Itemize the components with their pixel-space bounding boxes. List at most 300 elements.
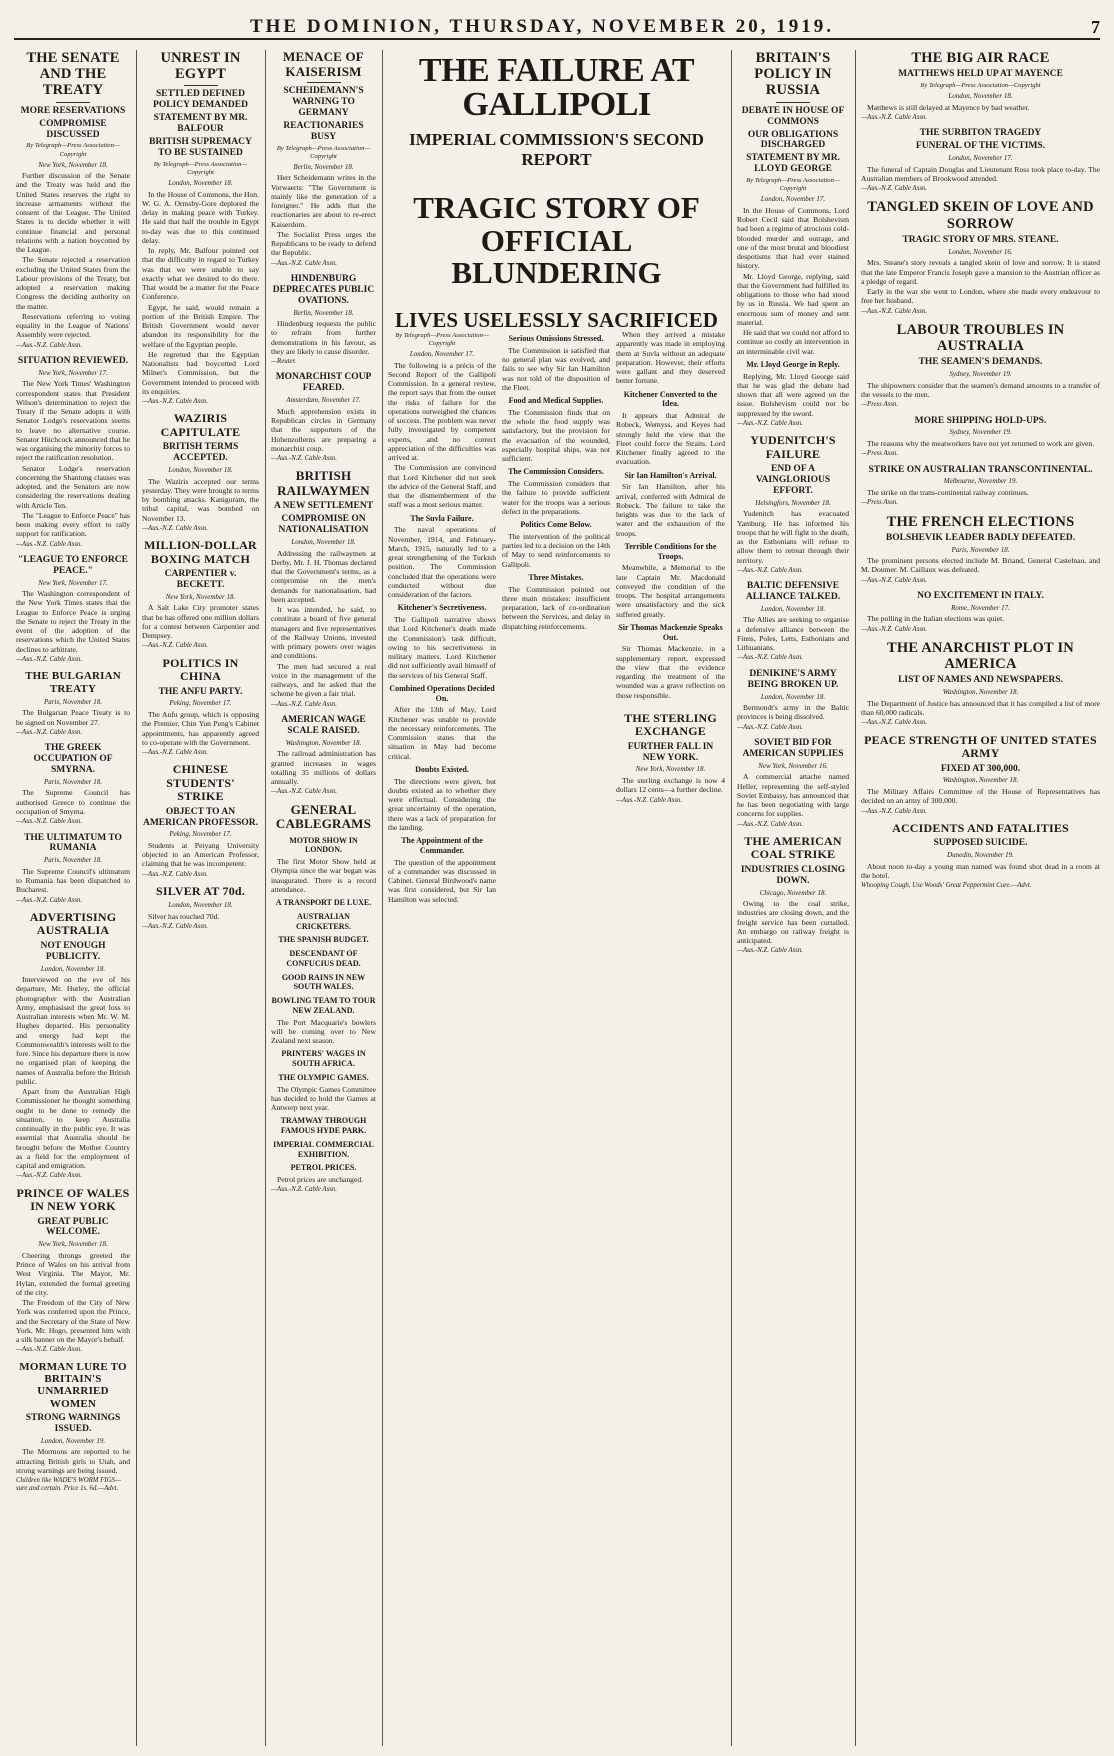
body-paragraph: The railroad administration has granted increases in wages totalling 35 millions of dollars annually. — [271, 749, 376, 787]
body-paragraph: He regretted that the Egyptian Nationalists had boycotted Lord Milner's Commission, but the Government intended to proceed with its enquiries. — [142, 349, 259, 396]
body-paragraph: Owing to the coal strike, industries are closing down, and the freight service has been curtailed. An embargo on railway freight is anticipated. — [737, 899, 849, 946]
body-paragraph: Much apprehension exists in Republican circles in Germany that the supporters of the Hohenzollerns are preparing a monarchist coup. — [271, 406, 376, 453]
source-credit: —Aus.-N.Z. Cable Assn. — [142, 398, 208, 406]
deck: SOVIET BID FOR AMERICAN SUPPLIES — [742, 737, 844, 759]
dateline: Washington, November 18. — [942, 688, 1019, 697]
article-sterling-exchange — [616, 712, 725, 805]
body-paragraph: The directions were given, but doubts existed as to whether they were effectual. Considering the great uncertainty of the operation, there was a lack of preparation for the landing. — [388, 776, 496, 832]
headline: THE STERLING EXCHANGE — [624, 710, 717, 739]
article-rumania — [16, 833, 130, 905]
dateline: Sydney, November 19. — [949, 370, 1012, 379]
source-credit: —Aus.-N.Z. Cable Assn. — [16, 728, 82, 736]
source-credit: —Aus.-N.Z. Cable Assn. — [861, 719, 927, 727]
headline: MILLION-DOLLAR BOXING MATCH — [144, 538, 257, 566]
headline: THE ANARCHIST PLOT IN AMERICA — [887, 639, 1074, 673]
subhead: IMPERIAL COMMERCIAL EXHIBITION. — [273, 1139, 374, 1159]
body-paragraph: After the 13th of May, Lord Kitchener was unable to provide the necessary reinforcements. The Commission states that the situation in May had become critical. — [388, 705, 496, 761]
body-paragraph: Sir Thomas Mackenzie, in a supplementary report, expressed the view that the evidence regarding the treatment of the wounded was a grave reflection on those responsible. — [616, 644, 725, 700]
deck: THE GREEK OCCUPATION OF SMYRNA. — [33, 743, 113, 776]
body-paragraph: The shipowners consider that the seamen's demand amounts to a transfer of the vessels to the men. — [861, 380, 1100, 400]
source-credit: —Aus.-N.Z. Cable Assn. — [16, 896, 82, 904]
source-credit: —Aus.-N.Z. Cable Assn. — [16, 540, 82, 548]
body-paragraph: A Salt Lake City promoter states that he has offered one million dollars for a contest between Carpentier and Dempsey. — [142, 603, 259, 641]
subhead: Kitchener's Secretiveness. — [397, 603, 487, 613]
body-paragraph: Hindenburg requests the public to refrain from further demonstrations in his favour, as they are likely to cause disorder. — [271, 319, 376, 356]
article-hindenburg — [271, 274, 376, 367]
source-credit: —Aus.-N.Z. Cable Assn. — [616, 796, 682, 804]
dateline: New York, November 16. — [758, 761, 828, 770]
body-paragraph: The polling in the Italian elections was quiet. — [867, 614, 1005, 624]
main-headline: THE FAILURE AT GALLIPOLI — [418, 52, 695, 123]
dateline: Berlin, November 18. — [293, 308, 354, 317]
article-coal-strike — [737, 835, 849, 956]
deck: STRIKE ON AUSTRALIAN TRANSCONTINENTAL. — [868, 464, 1093, 475]
body-paragraph: The first Motor Show held at Olympia since the war began was inaugurated. There is a record attendance. — [271, 857, 376, 894]
dateline: New York, November 18. — [165, 592, 236, 601]
deck: A NEW SETTLEMENT — [273, 501, 374, 512]
subhead: The Appointment of the Commander. — [401, 836, 483, 855]
subhead: GOOD RAINS IN NEW SOUTH WALES. — [281, 972, 366, 992]
subhead: Serious Omissions Stressed. — [508, 334, 604, 343]
body-paragraph: The intervention of the political parties led to a decision on the 14th of May to send reinforcements to Gallipoli. — [502, 531, 610, 569]
body-paragraph: The Waziris accepted our terms yesterday. They were brought to terms by bombing attacks. Kaniguram, the tribal capital, was bombed on November 13. — [142, 476, 259, 523]
dateline: Paris, November 18. — [44, 856, 102, 865]
column-7 — [737, 50, 849, 1746]
body-paragraph: The Commission finds that on the whole the food supply was satisfactory, but the provision for the evacuation of the wounded, especially hospital ships, was not sufficient. — [502, 407, 610, 463]
article-mormon-lure — [16, 1361, 130, 1494]
column-3 — [271, 50, 376, 1746]
body-paragraph: Senator Lodge's reservation concerning the Shantung clauses was adopted, and the Senators are now considering the reservations dealing with Article Ten. — [16, 463, 130, 510]
masthead — [14, 8, 1100, 40]
source-credit: —Aus.-N.Z. Cable Assn. — [271, 455, 337, 463]
article-smyrna — [16, 743, 130, 826]
body-paragraph: Students at Peiyang University objected to an American Professor, claiming that he was incompetent. — [142, 840, 259, 869]
article-anarchist-plot — [861, 640, 1100, 728]
source-credit: —Aus.-N.Z. Cable Assn. — [142, 524, 208, 532]
deck: HINDENBURG DEPRECATES PUBLIC OVATIONS. — [272, 273, 375, 306]
body-paragraph: In the House of Commons, the Hon. W. G. A. Ormsby-Gore deplored the delay in making peace with Turkey. He said that half the trouble in Egypt to-day was due to this continued delay. — [142, 189, 259, 245]
subhead: A TRANSPORT DE LUXE. — [275, 898, 372, 908]
dateline: London, November 18. — [168, 179, 233, 188]
source-credit: —Aus.-N.Z. Cable Assn. — [142, 923, 208, 931]
dateline: New York, November 18. — [635, 765, 706, 774]
deck: SUPPOSED SUICIDE. — [933, 838, 1028, 849]
body-paragraph: Interviewed on the eve of his departure, Mr. Hurley, the official photographer with the Australian Army, emphasised the great loss to Australian interests when Mr. W. M. Hughes departed. His personality and energy had kept the Commonwealth's interests well to the fore. Since his departure there is now no organised plan of keeping the names of Australia before the British public. — [16, 975, 130, 1086]
body-paragraph: The following is a précis of the Second Report of the Gallipoli Commission. In a general review, the report says that from the outset the risks of failure for the operations outweighed the chances of success. The problem was never fully investigated by competent experts, and no correct appreciation of the difficulties was arrived at. — [388, 360, 496, 463]
headline: THE BIG AIR RACE — [911, 50, 1050, 66]
body-paragraph: The naval operations of November, 1914, and February-March, 1915, naturally led to a great strengthening of the Turkish position. The Commission concluded that the operations were conducted without due consideration of the factors. — [388, 525, 496, 600]
column-8 — [861, 50, 1100, 1746]
advertisement: Whooping Cough, Use Woods' Great Peppermint Cure.—Advt. — [861, 882, 1032, 890]
article-general-cablegrams — [271, 803, 376, 1195]
subhead: AUSTRALIAN CRICKETERS. — [296, 911, 351, 931]
deck: MATTHEWS HELD UP AT MAYENCE — [898, 69, 1063, 80]
subhead: Mr. Lloyd George in Reply. — [746, 359, 840, 369]
article-baltic-alliance — [737, 581, 849, 663]
source-credit: —Press Assn. — [861, 499, 899, 507]
source-credit: —Aus.-N.Z. Cable Assn. — [271, 700, 337, 708]
article-accidents — [861, 822, 1100, 891]
deck: LIST OF NAMES AND NEWSPAPERS. — [898, 675, 1063, 686]
dateline: New York, November 18. — [38, 160, 108, 169]
source-credit: —Aus.-N.Z. Cable Assn. — [142, 642, 208, 650]
dateline: Washington, November 18. — [285, 738, 362, 747]
headline: POLITICS IN CHINA — [162, 655, 239, 684]
deck: SCHEIDEMANN'S WARNING TO GERMANY — [283, 86, 364, 118]
headline: SILVER AT 70d. — [156, 884, 245, 899]
deck: THE ANFU PARTY. — [158, 686, 243, 697]
source-credit: —Aus.-N.Z. Cable Assn. — [861, 576, 927, 584]
body-paragraph: The Mormons are reported to be attracting British girls to Utah, and strong warnings are being issued. — [16, 1447, 130, 1475]
source-credit: —Aus.-N.Z. Cable Assn. — [16, 1172, 82, 1180]
body-paragraph: The Olympic Games Committee has decided to hold the Games at Antwerp next year. — [271, 1084, 376, 1113]
headline-deck: IMPERIAL COMMISSION'S SECOND REPORT — [409, 130, 704, 170]
deck: END OF A VAINGLORIOUS EFFORT. — [755, 463, 831, 496]
dateline: London, November 18. — [168, 466, 233, 475]
spacer — [616, 50, 725, 330]
press-credit: By Telegraph—Press Association—Copyright — [920, 82, 1041, 90]
article-denikine — [737, 669, 849, 732]
article-monarchist-coup — [271, 372, 376, 463]
body-paragraph: It appears that Admiral de Robeck, Wemyss, and Keyes had strongly held the view that the Fleet could force the Straits. Lord Kitchener finally agreed to the evacuation. — [616, 411, 725, 467]
body-paragraph: Cheering throngs greeted the Prince of Wales on his arrival from West Virginia. The Mayor, Mr. Hylan, extended the formal greeting of the city. — [16, 1250, 130, 1297]
column-rule — [265, 50, 266, 1746]
body-paragraph: The Commission are convinced that Lord Kitchener did not seek the advice of the General Staff, and that the dismemberment of the staff was a most serious matter. — [388, 463, 496, 510]
gallipoli-column-a — [388, 330, 496, 1746]
headline: PRINCE OF WALES IN NEW YORK — [16, 1185, 130, 1214]
body-paragraph: The Allies are seeking to organise a defensive alliance between the Finns, Poles, Letts, Esthonians and Lithuanians. — [737, 615, 849, 653]
headline: UNREST IN EGYPT — [160, 50, 241, 83]
column-1 — [16, 50, 130, 1746]
body-paragraph: A commercial attache named Heller, representing the self-styled Soviet Embassy, has announced that he has been negotiating with large concerns for supplies. — [737, 772, 849, 819]
press-credit: By Telegraph—Press Association—Copyright — [276, 144, 371, 160]
column-rule — [731, 50, 732, 1746]
deck: FIXED AT 300,000. — [940, 763, 1021, 774]
short-rule — [776, 102, 810, 103]
deck: GREAT PUBLIC WELCOME. — [37, 1216, 109, 1238]
dateline: Rome, November 17. — [951, 603, 1010, 612]
headline-deck: TRAGIC STORY OF OFFICIAL BLUNDERING — [413, 190, 700, 291]
body-paragraph: The Supreme Council's ultimatum to Rumania has been dispatched to Bucharest. — [16, 866, 130, 895]
dateline: Paris, November 18. — [951, 545, 1010, 554]
dateline: Peking, November 17. — [169, 830, 232, 839]
body-paragraph: He said that we could not afford to continue so costly an intervention in an interminable civil war. — [737, 328, 849, 356]
body-paragraph: Bermondt's army in the Baltic provinces is being dissolved. — [737, 703, 849, 722]
source-credit: —Aus.-N.Z. Cable Assn. — [737, 419, 803, 427]
gallipoli-column-c — [616, 50, 725, 1746]
dateline: Amsterdam, November 17. — [286, 396, 361, 405]
deck: MORE SHIPPING HOLD-UPS. — [914, 415, 1047, 426]
dateline: Chicago, November 18. — [759, 888, 827, 897]
deck: THE SURBITON TRAGEDY — [919, 128, 1042, 139]
body-paragraph: The New York Times' Washington correspondent states that President Wilson's determination to reject the Treaty if the Senate adopts it with Senator Lodge's reservations seems to leave no alternative course. Senator Hitchcock announced that he was organising the minority forces to reject the ratification resolution. — [16, 379, 130, 463]
body-paragraph: The Commission considers that the failure to provide sufficient water for the troops was a serious defect in the preparations. — [502, 479, 610, 516]
subhead: PRINTERS' WAGES IN SOUTH AFRICA. — [281, 1049, 366, 1069]
body-paragraph: The sterling exchange is now 4 dollars 12 cents—a further decline. — [616, 776, 725, 795]
body-paragraph: Further discussion of the Senate and the Treaty was held and the United States reserves the right to increase armaments without the consent of the League. The United States is to decide whether it will continue financial and personal relations with a nation boycotted by the League. — [16, 171, 130, 255]
headline: ADVERTISING AUSTRALIA — [29, 909, 117, 938]
article-soviet-supplies — [737, 738, 849, 829]
body-paragraph: Mr. Lloyd George, replying, said that the Government had fulfilled its obligations to those who had stood by us in Russia. We had spent an enormous sum of money and sent material. — [737, 271, 849, 327]
deck: FUNERAL OF THE VICTIMS. — [915, 141, 1046, 152]
source-credit: —Aus.-N.Z. Cable Assn. — [142, 870, 208, 878]
body-paragraph: The Senate rejected a reservation excluding the United States from the Labour provisions of the Treaty, but adopted a reservation making Congress the deciding authority on the matter. — [16, 255, 130, 311]
headline: THE SENATE AND THE TREATY — [26, 50, 120, 99]
body-paragraph: The question of the appointment of a commander was discussed in Cabinet. General Birdwood's name was first considered, but Sir Ian Hamilton was selected. — [388, 857, 496, 904]
article-britain-russia — [737, 50, 849, 428]
article-league-enforce-peace — [16, 555, 130, 664]
body-paragraph: Reservations referring to voting equality in the League of Nations' Assembly were rejected. — [16, 311, 130, 340]
press-credit: By Telegraph—Press Association—Copyright — [153, 161, 248, 177]
source-credit: —Aus.-N.Z. Cable Assn. — [271, 259, 337, 267]
source-credit: —Press Assn. — [861, 401, 899, 409]
deck: MORE RESERVATIONS — [20, 105, 126, 116]
headline: WAZIRIS CAPITULATE — [160, 411, 241, 439]
deck: NO EXCITEMENT IN ITALY. — [917, 591, 1044, 601]
body-paragraph: The prominent persons elected include M. Briand, General Castelnau, and M. Doumer. M. Caillaux was defeated. — [861, 556, 1100, 575]
body-paragraph: In reply, Mr. Balfour pointed out that the difficulty in regard to Turkey was that we were unable to say exactly what we desired to do there. That would be a matter for the Peace Conference. — [142, 246, 259, 302]
deck: DEBATE IN HOUSE OF COMMONS — [741, 105, 845, 127]
body-paragraph: Addressing the railwaymen at Derby, Mr. J. H. Thomas declared that the Government's terms, as a compromise on the men's demands for nationalisation, had been accepted. — [271, 548, 376, 604]
dateline: London, November 18. — [291, 538, 356, 547]
body-paragraph: Silver has touched 70d. — [148, 911, 220, 921]
subhead: Sir Thomas Mackenzie Speaks Out. — [618, 622, 723, 642]
article-bulgarian-treaty — [16, 670, 130, 737]
dateline: Melbourne, November 19. — [943, 477, 1018, 486]
source-credit: —Aus.-N.Z. Cable Assn. — [271, 1186, 337, 1194]
column-rule — [382, 50, 383, 1746]
source-credit: —Aus.-N.Z. Cable Assn. — [737, 820, 803, 828]
press-credit: By Telegraph—Press Association—Copyright — [746, 177, 840, 193]
body-paragraph: The Port Macquarie's bowlers will be coming over to New Zealand next season. — [271, 1017, 376, 1046]
source-credit: —Aus.-N.Z. Cable Assn. — [861, 807, 927, 815]
subhead: THE SPANISH BUDGET. — [278, 935, 369, 945]
dateline: Paris, November 18. — [44, 777, 102, 786]
article-senate-treaty — [16, 50, 130, 350]
deck: THE ULTIMATUM TO RUMANIA — [24, 832, 122, 854]
dateline: Sydney, November 19. — [949, 428, 1012, 437]
article-shipping-holdups — [861, 416, 1100, 459]
deck: THE SEAMEN'S DEMANDS. — [918, 357, 1043, 368]
source-credit: —Aus.-N.Z. Cable Assn. — [16, 1346, 82, 1354]
dateline: Peking, November 17. — [169, 699, 232, 708]
masthead-title: THE DOMINION, THURSDAY, NOVEMBER 20, 1919. — [249, 16, 834, 37]
body-paragraph: The Anfu group, which is opposing the Premier, Chin Yun Peng's Cabinet appointments, has apparently agreed to co-operate with the Government. — [142, 710, 259, 747]
deck: CARPENTIER v. BECKETT. — [164, 569, 237, 590]
body-paragraph: The Commission is satisfied that no general plan was evolved, and fails to see why Sir Ian Hamilton was not told of the disposition of the Fleet. — [502, 345, 610, 392]
deck: OUR OBLIGATIONS DISCHARGED — [747, 129, 839, 151]
subhead: Politics Come Below. — [520, 520, 592, 529]
headline: GENERAL CABLEGRAMS — [275, 801, 372, 832]
subhead: BOWLING TEAM TO TOUR NEW ZEALAND. — [271, 996, 376, 1015]
subhead: Three Mistakes. — [528, 572, 584, 582]
headline: THE AMERICAN COAL STRIKE — [744, 833, 842, 862]
source-credit: —Aus.-N.Z. Cable Assn. — [737, 723, 803, 731]
source-credit: —Reuter. — [271, 358, 297, 366]
subhead: DESCENDANT OF CONFUCIUS DEAD. — [286, 949, 361, 968]
body-paragraph: Egypt, he said, would remain a portion of the British Empire. The British Government would never abandon its responsibility for the welfare of the Egyptian people. — [142, 302, 259, 349]
dateline: Berlin, November 18. — [293, 162, 354, 171]
headline-deck: LIVES USELESSLY SACRIFICED — [395, 307, 718, 330]
headline: LABOUR TROUBLES IN AUSTRALIA — [896, 321, 1065, 355]
deck: REACTIONARIES BUSY — [283, 120, 364, 142]
dateline: London, November 18. — [40, 964, 106, 973]
subhead: Kitchener Converted to the Idea. — [623, 389, 718, 409]
body-paragraph: About noon to-day a young man named was found shot dead in a room at the hotel. — [861, 861, 1100, 880]
deck: TRAGIC STORY OF MRS. STEANE. — [902, 234, 1059, 245]
article-italy — [861, 591, 1100, 634]
article-kaiserism — [271, 50, 376, 268]
source-credit: —Aus.-N.Z. Cable Assn. — [737, 566, 803, 574]
dateline: London, November 18. — [948, 92, 1013, 101]
body-paragraph: Sir Ian Hamilton, after his arrival, conferred with Admiral de Robeck. The failure to take the heights was due to the lack of water and the exhaustion of the troops. — [616, 482, 725, 538]
dateline: London, November 17. — [409, 350, 475, 359]
short-rule — [307, 82, 341, 83]
headline: MORMAN LURE TO BRITAIN'S UNMARRIED WOMEN — [19, 1360, 127, 1410]
subhead: TRAMWAY THROUGH FAMOUS HYDE PARK. — [280, 1116, 367, 1136]
dateline: New York, November 17. — [38, 368, 108, 377]
source-credit: —Aus.-N.Z. Cable Assn. — [861, 307, 927, 315]
article-situation-reviewed — [16, 356, 130, 549]
deck: SETTLED DEFINED POLICY DEMANDED — [153, 89, 248, 111]
source-credit: —Aus.-N.Z. Cable Assn. — [16, 341, 82, 349]
dateline: London, November 19. — [40, 1436, 106, 1445]
column-rule — [136, 50, 137, 1746]
headline: BRITAIN'S POLICY IN RUSSIA — [754, 50, 832, 99]
dateline: London, November 18. — [168, 901, 233, 910]
deck: STATEMENT BY MR. LLOYD GEORGE — [746, 153, 840, 175]
deck: COMPROMISE ON NATIONALISATION — [278, 514, 369, 536]
subhead: Sir Ian Hamilton's Arrival. — [624, 470, 717, 480]
deck: BRITISH TERMS ACCEPTED. — [162, 442, 239, 464]
headline: BRITISH RAILWAYMEN — [277, 468, 370, 498]
dateline: Dunedin, November 19. — [947, 851, 1014, 860]
source-credit: —Press Assn. — [861, 450, 899, 458]
dateline: New York, November 18. — [38, 1240, 108, 1249]
body-paragraph: The reasons why the meatworkers have not yet returned to work are given. — [867, 439, 1095, 449]
deck: BRITISH SUPREMACY TO BE SUSTAINED — [149, 137, 252, 159]
article-silver — [142, 885, 259, 932]
source-credit: —Aus.-N.Z. Cable Assn. — [737, 947, 803, 955]
article-air-race — [861, 50, 1100, 122]
deck: AMERICAN WAGE SCALE RAISED. — [281, 714, 366, 736]
article-us-army — [861, 734, 1100, 816]
dateline: Washington, November 18. — [942, 776, 1019, 785]
body-paragraph: Petrol prices are unchanged. — [277, 1175, 364, 1185]
deck: OBJECT TO AN AMERICAN PROFESSOR. — [142, 806, 259, 828]
headline: CHINESE STUDENTS' STRIKE — [166, 762, 235, 804]
body-paragraph: Matthews is still delayed at Mayence by bad weather. — [867, 102, 1030, 112]
subhead: PETROL PRICES. — [290, 1163, 357, 1173]
article-politics-china — [142, 657, 259, 758]
article-yudenitch — [737, 434, 849, 575]
article-transcontinental-strike — [861, 465, 1100, 508]
page-number: 7 — [1090, 17, 1100, 37]
body-paragraph: The Freedom of the City of New York was conferred upon the Prince, and the Secretary of the State of New York, Mr. Hugo, presented him with a silk banner on the Mayor's behalf. — [16, 1298, 130, 1345]
subhead: Food and Medical Supplies. — [508, 396, 604, 405]
body-paragraph: The Department of Justice has announced that it has compiled a list of more than 60,000 radicals. — [861, 698, 1100, 718]
headline: PEACE STRENGTH OF UNITED STATES ARMY — [864, 732, 1097, 761]
deck: FURTHER FALL IN NEW YORK. — [627, 741, 714, 763]
body-paragraph: Apart from the Australian High Commissioner he thought something ought to be done to remedy the situation, to keep Australia continually in the public eye. It was essential that Australia should be brought before the Mother Country as a field for the employment of capital and emigration. — [16, 1087, 130, 1171]
source-credit: —Aus.-N.Z. Cable Assn. — [737, 654, 803, 662]
column-2 — [142, 50, 259, 1746]
article-waziris — [142, 412, 259, 533]
press-credit: By Telegraph—Press Association—Copyright — [26, 142, 120, 158]
subhead: Combined Operations Decided On. — [389, 683, 495, 703]
source-credit: —Aus.-N.Z. Cable Assn. — [861, 625, 927, 633]
body-paragraph: The strike on the trans-continental railway continues. — [867, 488, 1029, 497]
body-paragraph: Herr Scheidemann writes in the Vorwaerts: "The Government is mainly like the generation of a foreigner." He adds that the reactionaries are about to re-erect Kaiserdom. — [271, 173, 376, 229]
body-paragraph: Mrs. Steane's story reveals a tangled skein of love and sorrow. It is stated that the late Emperor Francis Joseph gave a mansion to the Austrian officer as a pledge of regard. — [861, 258, 1100, 286]
deck: BALTIC DEFENSIVE ALLIANCE TALKED. — [745, 581, 841, 602]
body-paragraph: The Military Affairs Committee of the House of Representatives has decided on an army of 300,000. — [861, 787, 1100, 806]
article-unrest-egypt — [142, 50, 259, 406]
headline: ACCIDENTS AND FATALITIES — [892, 820, 1069, 835]
short-rule — [56, 102, 90, 103]
body-paragraph: Meanwhile, a Memorial to the late Captain Mr. Macdonald conveyed the condition of the troops. The hospital arrangements were unsatisfactory and the sick suffered greatly. — [616, 563, 725, 619]
headline: MENACE OF KAISERISM — [283, 50, 364, 79]
body-paragraph: The Bulgarian Peace Treaty is to be signed on November 27. — [16, 708, 130, 727]
body-paragraph: In the House of Commons, Lord Robert Cecil said that Bolshevism had been a regime of atrocious cold-blooded murder and outrage, and one of the most brutal and bloodiest despotisms that had ever stained history. — [737, 205, 849, 271]
subhead: Terrible Conditions for the Troops. — [624, 541, 717, 561]
subhead: MOTOR SHOW IN LONDON. — [289, 835, 358, 855]
article-american-wage — [271, 715, 376, 797]
press-credit: By Telegraph—Press Association—Copyright — [395, 332, 489, 348]
source-credit: —Aus.-N.Z. Cable Assn. — [861, 113, 927, 121]
body-paragraph: When they arrived a mistake apparently was made in employing them at Suvla without an adequate preparation. However, their efforts were gallant and they deserved better fortune. — [616, 330, 725, 386]
headline: YUDENITCH'S FAILURE — [750, 433, 836, 461]
article-labour-australia — [861, 322, 1100, 410]
body-paragraph: The Socialist Press urges the Republicans to be ready to defend the Republic. — [271, 229, 376, 258]
source-credit: —Aus.-N.Z. Cable Assn. — [142, 749, 208, 757]
deck: MONARCHIST COUP FEARED. — [275, 372, 372, 394]
dateline: London, November 18. — [760, 604, 826, 613]
article-boxing-match — [142, 539, 259, 651]
headline: TANGLED SKEIN OF LOVE AND SORROW — [867, 199, 1094, 232]
deck: SITUATION REVIEWED. — [17, 355, 129, 366]
headline: THE FRENCH ELECTIONS — [886, 513, 1075, 530]
advertisement: Children like WADE'S WORM FIGS—sure and certain. Price 1s. 6d.—Advt. — [16, 1477, 121, 1493]
subhead: The Suvla Failure. — [410, 513, 474, 523]
article-british-railwaymen — [271, 469, 376, 709]
subhead: THE OLYMPIC GAMES. — [278, 1072, 369, 1082]
dateline: London, November 17. — [760, 195, 826, 204]
article-prince-of-wales — [16, 1187, 130, 1355]
deck: "LEAGUE TO ENFORCE PEACE." — [18, 554, 128, 576]
body-paragraph: The Supreme Council has authorised Greece to continue the occupation of Smyrna. — [16, 788, 130, 816]
deck: INDUSTRIES CLOSING DOWN. — [740, 864, 846, 886]
deck: NOT ENOUGH PUBLICITY. — [40, 940, 106, 962]
deck: STATEMENT BY MR. BALFOUR — [153, 113, 248, 135]
body-paragraph: Early in the war she went to London, where she made every endeavour to free her husband. — [861, 287, 1100, 306]
body-paragraph: Replying, Mr. Lloyd George said that he was glad the debate had shown that all were agreed on the issue. Bolshevism could not be suppressed by the sword. — [737, 371, 849, 418]
source-credit: —Aus.-N.Z. Cable Assn. — [16, 655, 82, 663]
body-paragraph: The Gallipoli narrative shows that Lord Kitchener's death made the Commission's task difficult, owing to his secretiveness in military matters. Lord Kitchener did not sufficiently avail himself of the services of his General Staff. — [388, 615, 496, 680]
subhead: The Commission Considers. — [508, 467, 604, 477]
dateline: London, November 16. — [948, 247, 1013, 256]
column-rule — [855, 50, 856, 1746]
article-chinese-students — [142, 763, 259, 879]
headline: THE BULGARIAN TREATY — [25, 670, 121, 695]
dateline: New York, November 17. — [38, 578, 108, 587]
article-tangled-skein — [861, 199, 1100, 315]
body-paragraph: The funeral of Captain Douglas and Lieutenant Ross took place to-day. The Australian members of Brookwood attended. — [861, 164, 1100, 183]
deck: STRONG WARNINGS ISSUED. — [25, 1412, 121, 1434]
deck: BOLSHEVIK LEADER BADLY DEFEATED. — [885, 532, 1076, 543]
body-paragraph: The Washington correspondent of the New York Times states that the League to Enforce Peace is urging the Senate to reject the Treaty in the event of the adoption of the reservations which the United States declines to arbitrate. — [16, 589, 130, 654]
deck: DENIKINE'S ARMY BEING BROKEN UP. — [747, 668, 839, 690]
